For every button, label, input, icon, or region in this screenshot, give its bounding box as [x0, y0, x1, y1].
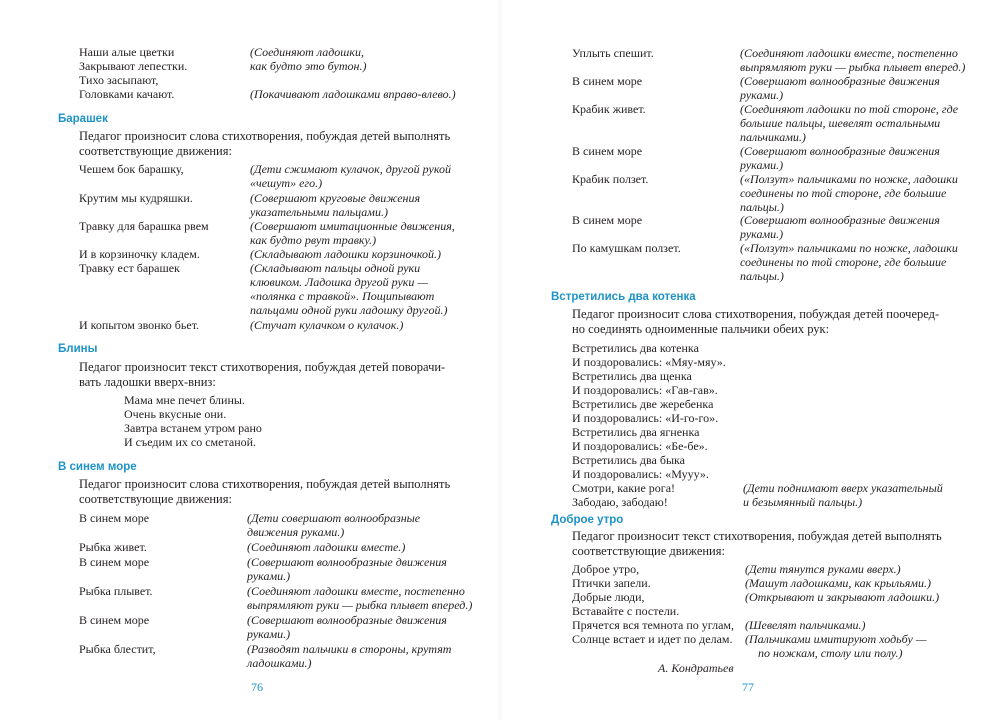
action-line: пальчиками.)	[740, 130, 806, 144]
poem-line: Встретились два быка	[572, 453, 686, 467]
poem-line: И поздоровались: «Гав-гав».	[572, 383, 718, 397]
page-number: 77	[742, 680, 754, 694]
verse-line: Закрывают лепестки.	[79, 59, 188, 73]
action-line: (Совершают волнообразные движения	[247, 613, 447, 627]
intro-line: Педагог произносит слова стихотворения, побуждая детей поочеред-	[572, 307, 940, 321]
action-line: (Соединяют ладошки вместе.)	[247, 540, 406, 554]
verse-line: Наши алые цветки	[79, 45, 175, 59]
action-line: (Дети тянутся руками вверх.)	[745, 562, 901, 576]
action-line: (Складывают пальцы одной руки	[250, 261, 421, 275]
section-title-sinee-more: В синем море	[58, 461, 137, 473]
verse-line: Забодаю, забодаю!	[572, 495, 668, 509]
action-line: (Складывают ладошки корзиночкой.)	[250, 247, 442, 261]
action-line: руками.)	[247, 627, 291, 641]
action-line: (Шевелят пальчиками.)	[745, 618, 866, 632]
verse-line: Птички запели.	[572, 576, 651, 590]
page-number: 76	[251, 680, 263, 694]
poem-line: Очень вкусные они.	[124, 407, 227, 421]
action-line: (Пальчиками имитируют ходьбу —	[745, 632, 927, 646]
intro-line: Педагог произносит текст стихотворения, побуждая детей выполнять	[572, 529, 942, 543]
action-line: (Совершают волнообразные движения	[740, 213, 940, 227]
action-line: большие пальцы, шевелят остальными	[740, 116, 941, 130]
action-line: руками.)	[740, 88, 784, 102]
intro-line: соответствующие движения:	[79, 492, 232, 506]
verse-line: В синем море	[572, 74, 643, 88]
action-line: выпрямляют руки — рыбка плывет вперед.)	[740, 60, 966, 74]
action-line: как будто это бутон.)	[250, 59, 367, 73]
action-line: (Совершают волнообразные движения	[247, 555, 447, 569]
poem-line: Завтра встанем утром рано	[124, 421, 262, 435]
poem-line: Встретились два щенка	[572, 369, 692, 383]
section-title-utro: Доброе утро	[551, 514, 624, 526]
verse-line: В синем море	[572, 213, 643, 227]
verse-line: И копытом звонко бьет.	[79, 318, 200, 332]
verse-line: Травку для барашка рвем	[79, 219, 209, 233]
poem-line: И поздоровались: «Бе-бе».	[572, 439, 708, 453]
verse-line: Чешем бок барашку,	[79, 162, 184, 176]
action-line: (Соединяют ладошки вместе, постепенно	[247, 584, 465, 598]
action-line: (Совершают волнообразные движения	[740, 144, 940, 158]
action-line: «полянка с травкой». Пощипывают	[250, 289, 435, 303]
intro-line: но соединять одноименные пальчики обеих рук:	[572, 322, 830, 336]
action-line: по ножкам, столу или полу.)	[758, 646, 903, 660]
verse-line: Вставайте с постели.	[572, 604, 680, 618]
verse-line: Доброе утро,	[572, 562, 640, 576]
action-line: (Дети поднимают вверх указательный	[743, 481, 943, 495]
verse-line: Тихо засыпают,	[79, 73, 159, 87]
action-line: пальцами одной руки ладошку другой.)	[250, 303, 448, 317]
action-line: («Ползут» пальчиками по ножке, ладошки	[740, 241, 958, 255]
action-line: (Соединяют ладошки по той стороне, где	[740, 102, 959, 116]
action-line: движения руками.)	[247, 525, 345, 539]
action-line: клювиком. Ладошка другой руки —	[250, 275, 429, 289]
intro-line: соответствующие движения:	[572, 544, 725, 558]
poem-author: А. Кондратьев	[658, 661, 734, 675]
verse-line: В синем море	[79, 511, 150, 525]
action-line: (Разводят пальчики в стороны, крутят	[247, 642, 452, 656]
section-title-barashek: Барашек	[58, 113, 108, 125]
verse-line: Рыбка плывет.	[79, 584, 153, 598]
action-line: руками.)	[740, 227, 784, 241]
poem-line: И поздоровались: «Мууу».	[572, 467, 709, 481]
action-line: ладошками.)	[247, 656, 312, 670]
intro-line: соответствующие движения:	[79, 144, 232, 158]
verse-line: И в корзиночку кладем.	[79, 247, 200, 261]
verse-line: Рыбка живет.	[79, 540, 147, 554]
action-line: (Совершают круговые движения	[250, 191, 421, 205]
intro-line: Педагог произносит слова стихотворения, побуждая детей выполнять	[79, 477, 451, 491]
verse-line: Прячется вся темнота по углам,	[572, 618, 735, 632]
poem-line: И поздоровались: «И-го-го».	[572, 411, 719, 425]
poem-line: Мама мне печет блины.	[124, 393, 245, 407]
intro-line: Педагог произносит слова стихотворения, побуждая детей выполнять	[79, 129, 451, 143]
action-line: (Открывают и закрывают ладошки.)	[745, 590, 940, 604]
verse-line: По камушкам ползет.	[572, 241, 681, 255]
verse-line: В синем море	[572, 144, 643, 158]
section-title-kotenka: Встретились два котенка	[551, 291, 696, 303]
action-line: (Соединяют ладошки вместе, постепенно	[740, 46, 958, 60]
action-line: (Стучат кулачком о кулачок.)	[250, 318, 404, 332]
action-line: (Машут ладошками, как крыльями.)	[745, 576, 931, 590]
verse-line: Травку ест барашек	[79, 261, 180, 275]
verse-line: Головками качают.	[79, 87, 175, 101]
poem-line: Встретились две жеребенка	[572, 397, 714, 411]
poem-line: Встретились два ягненка	[572, 425, 700, 439]
action-line: пальцы.)	[740, 269, 784, 283]
verse-line: В синем море	[79, 555, 150, 569]
verse-line: Рыбка блестит,	[79, 642, 156, 656]
poem-line: И поздоровались: «Мяу-мяу».	[572, 355, 726, 369]
action-line: (Соединяют ладошки,	[250, 45, 364, 59]
action-line: и безымянный пальцы.)	[743, 495, 863, 509]
verse-line: Крабик живет.	[572, 102, 646, 116]
action-line: (Дети совершают волнообразные	[247, 511, 421, 525]
action-line: (Совершают имитационные движения,	[250, 219, 455, 233]
action-line: соединены по той стороне, где большие	[740, 255, 947, 269]
poem-line: И съедим их со сметаной.	[124, 435, 257, 449]
action-line: указательными пальцами.)	[250, 205, 388, 219]
action-line: соединены по той стороне, где большие	[740, 186, 947, 200]
verse-line: Уплыть спешит.	[572, 46, 654, 60]
verse-line: Смотри, какие рога!	[572, 481, 676, 495]
right-page	[500, 0, 1000, 720]
action-line: (Совершают волнообразные движения	[740, 74, 940, 88]
section-title-bliny: Блины	[58, 343, 98, 355]
verse-line: Добрые люди,	[572, 590, 645, 604]
verse-line: Крабик ползет.	[572, 172, 649, 186]
action-line: как будто рвут травку.)	[250, 233, 377, 247]
verse-line: Крутим мы кудряшки.	[79, 191, 193, 205]
action-line: руками.)	[740, 158, 784, 172]
poem-line: Встретились два котенка	[572, 341, 699, 355]
action-line: пальцы.)	[740, 200, 784, 214]
verse-line: Солнце встает и идет по делам.	[572, 632, 733, 646]
action-line: (Дети сжимают кулачок, другой рукой	[250, 162, 451, 176]
action-line: выпрямляют руки — рыбка плывет вперед.)	[247, 598, 473, 612]
action-line: (Покачивают ладошками вправо-влево.)	[250, 87, 456, 101]
action-line: («Ползут» пальчиками по ножке, ладошки	[740, 172, 958, 186]
action-line: руками.)	[247, 569, 291, 583]
verse-line: В синем море	[79, 613, 150, 627]
intro-line: вать ладошки вверх-вниз:	[79, 375, 216, 389]
action-line: «чешут» его.)	[250, 176, 323, 190]
intro-line: Педагог произносит текст стихотворения, побуждая детей поворачи-	[79, 360, 446, 374]
